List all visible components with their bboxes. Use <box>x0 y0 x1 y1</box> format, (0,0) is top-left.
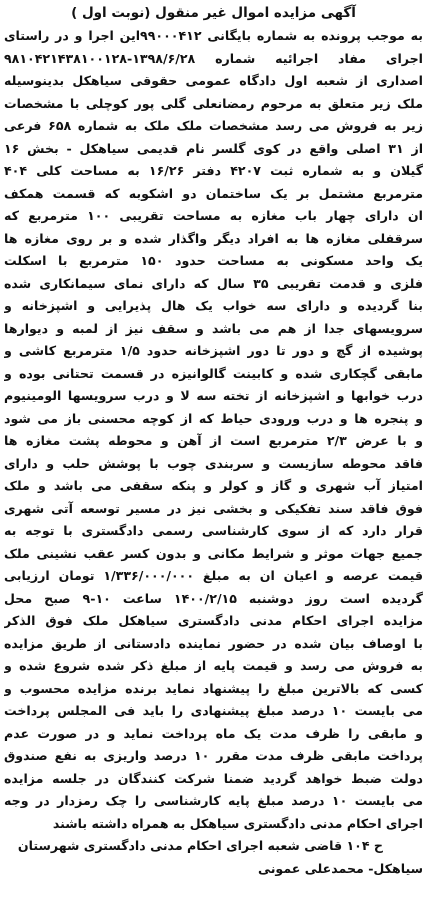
auction-notice <box>4 3 423 913</box>
body-line: فاقد محوطه سازیست و سربندی چوب با پوشش حلب و دارای <box>4 455 423 471</box>
notice-body <box>4 25 423 835</box>
body-line: فلزی و قدمت تقریبی ۳۵ سال که دارای نمای سیمانکاری شده <box>4 275 423 291</box>
body-line: گردیده است روز دوشنبه ۱۴۰۰/۲/۱۵ ساعت ۱۰-۹ صبح محل <box>4 590 423 606</box>
body-line: درب خوابها و اشپزخانه از تخته سه لا و درب سرویسها الومینیوم <box>4 388 423 403</box>
body-line: فوق فاقد سند تفکیکی و بخشی نیز در مسیر توسعه آتی شهری <box>4 500 423 516</box>
body-line: امتیاز آب شهری و گاز و کولر و پنکه سقفی می باشد و ملک <box>4 478 423 493</box>
signature-line: ح ۱۰۴ قاضی شعبه اجرای احکام مدنی دادگستری شهرستان <box>17 838 383 853</box>
body-line: گیلان و به شماره ثبت ۴۲۰۷ دفتر ۱۶/۲۶ به مساحت کلی ۴۰۴ <box>4 163 423 178</box>
body-line: ان دارای چهار باب مغازه به مساحت تقریبی ۱۰۰ مترمربع که <box>4 208 423 223</box>
body-line: به فروش می رسد و قیمت پایه از مبلغ ذکر شده شروع شده و <box>4 658 423 673</box>
body-line: زیر به فروش می رسد مشخصات ملک ملک به شماره ۶۵۸ فرعی <box>4 118 423 133</box>
notice-title: آگهی مزایده اموال غیر منقول (نوبت اول ) <box>71 5 356 21</box>
body-line: سرقفلی مغازه ها به افراد دیگر واگذار شده و بر روی مغازه ها <box>4 230 423 246</box>
body-line: یک واحد مسکونی به مساحت حدود ۱۵۰ مترمربع با اسکلت <box>4 253 423 268</box>
body-line: اجرای مفاد اجرائیه شماره ۱۳۹۸/۶/۲۸-۹۸۱۰۴۲۱۴۳۸۱۰۰۱۲۸ <box>4 50 423 66</box>
body-line: دولت ضبط خواهد گردید ضمنا شرکت کنندگان در جلسه مزایده <box>4 770 423 786</box>
body-line: و مابقی را ظرف مدت یک ماه پرداخت نماید و در صورت عدم <box>4 725 423 741</box>
body-line: به موجب پرونده به شماره بایگانی ۹۹۰۰۰۴۱۲این اجرا و در راستای <box>4 28 423 43</box>
signature-name: سیاهکل- محمدعلی عمونی <box>257 860 423 876</box>
body-line: ملک زیر متعلق به مرحوم رمضانعلی گلی پور کوچلی با مشخصات <box>4 95 423 111</box>
body-line: پوشیده از گچ و دور تا دور اشپزخانه حدود ۱/۵ مترمربع کاشی و <box>4 343 423 358</box>
body-line: و پنجره ها و درب ورودی حیاط که از کوچه محسنی باز می شود <box>4 410 423 426</box>
body-line: می بایست ۱۰ درصد مبلغ پایه کارشناسی را چک رمزدار در وجه <box>4 793 423 808</box>
body-line: اصداری از شعبه اول دادگاه عمومی حقوقی سیاهکل بدینوسیله <box>4 73 423 88</box>
body-line: از ۳۱ اصلی واقع در کوی گلسر نام قدیمی سیاهکل - بخش ۱۶ <box>4 140 423 156</box>
body-line: جمیع جهات موثر و شرایط مکانی و بدون کسر عقب نشینی ملک <box>4 545 423 561</box>
body-line: قیمت عرصه و اعیان ان به مبلغ ۱/۳۳۶/۰۰۰/۰۰۰ تومان ارزیابی <box>4 568 423 583</box>
body-line: و با عرض ۲/۳ مترمربع است از آهن و محوطه پشت مغازه ها <box>4 433 423 448</box>
body-line: بنا گردیده و دارای سه خواب یک هال پذیرایی و اشپزخانه و <box>4 298 423 313</box>
body-line: مترمربع مشتمل بر یک ساختمان دو اشکوبه که قسمت همکف <box>4 185 423 201</box>
body-line: کسی که بالاترین مبلغ را پیشنهاد نماید برنده مزایده محسوب و <box>4 680 423 696</box>
body-line: مابقی گچکاری شده و کابینت گالوانیزه در قسمت تحتانی بوده و <box>4 365 423 381</box>
body-line: می بایست ۱۰ درصد مبلغ پیشنهادی را باید فی المجلس پرداخت <box>4 703 423 718</box>
body-line: سرویسهای جدا از هم می باشد و سقف نیز از لمبه و دیوارها <box>4 320 423 336</box>
body-line: پرداخت مابقی ظرف مدت مقرر ۱۰ درصد واریزی به نفع صندوق <box>4 748 423 763</box>
body-line: اجرای احکام مدنی دادگستری سیاهکل به همراه داشته باشند <box>52 815 423 831</box>
body-line: مزایده اجرای احکام مدنی دادگستری سیاهکل ملک فوق الذکر <box>4 613 423 628</box>
body-line: با اوصاف بیان شده در حضور نماینده دادستانی از طریق مزایده <box>4 635 423 651</box>
body-line: قرار دارد که از سوی کارشناسی رسمی دادگستری با توجه به <box>4 523 423 538</box>
